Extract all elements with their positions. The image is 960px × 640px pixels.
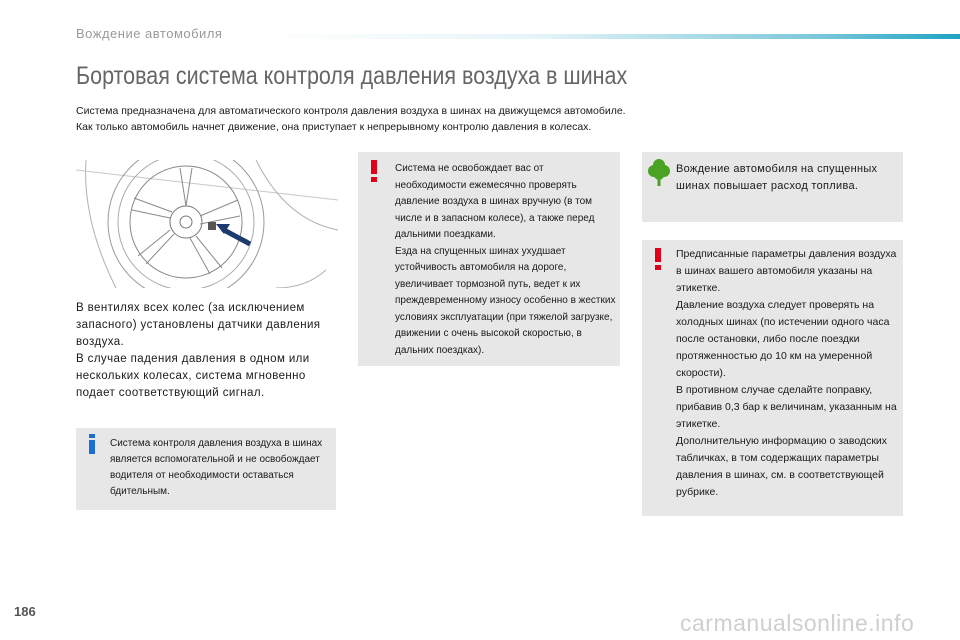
header-accent-bar <box>260 34 960 39</box>
eco-tree-icon <box>648 158 670 186</box>
intro-line-1: Система предназначена для автоматического контроля давления воздуха в шинах на движущемся автомобиле. <box>76 105 626 117</box>
warning-box-2 <box>642 240 903 516</box>
warning-1-paragraph-2: Езда на спущенных шинах ухудшает устойчивость автомобиля на дороге, увеличивает тормозной путь, ведет к их преждевременному износу особенно в жестких условиях эксплуатации (при тяжелой загрузке, движении с очень высокой скоростью, в дальних поездках). <box>395 245 616 356</box>
page-number: 186 <box>14 604 36 619</box>
section-header: Вождение автомобиля <box>76 26 223 41</box>
wheel-valve-illustration <box>76 160 338 288</box>
info-icon <box>87 434 97 454</box>
body-paragraph-2: В случае падения давления в одном или нескольких колесах, система мгновенно подает соответствующий сигнал. <box>76 353 310 399</box>
warning-2-paragraph-1: Предписанные параметры давления воздуха в шинах вашего автомобиля указаны на этикетке. <box>676 248 897 294</box>
warning-box-1-text <box>395 161 617 359</box>
warning-box-1 <box>358 152 620 366</box>
warning-1-paragraph-1: Система не освобождает вас от необходимости ежемесячно проверять давление воздуха в шинах вручную (в том числе и в запасном колесе), а также перед дальними поездками. <box>395 163 595 240</box>
info-note-text: Система контроля давления воздуха в шинах является вспомогательной и не освобождает водителя от необходимости оставаться бдительным. <box>110 438 323 497</box>
eco-note-text: Вождение автомобиля на спущенных шинах повышает расход топлива. <box>676 163 878 192</box>
eco-note-box <box>642 152 903 222</box>
warning-icon <box>370 160 378 182</box>
warning-2-paragraph-4: Дополнительную информацию о заводских табличках, в том содержащих параметры давления в шинах, см. в соответствующей рубрике. <box>676 435 888 498</box>
body-paragraph-1: В вентилях всех колес (за исключением запасного) установлены датчики давления воздуха. <box>76 302 321 348</box>
info-note-box <box>76 428 336 510</box>
warning-box-2-text <box>676 246 898 501</box>
warning-2-paragraph-2: Давление воздуха следует проверять на холодных шинах (по истечении одного часа после остановки, либо после поездки протяженностью до 10 км на умеренной скорости). <box>676 299 890 379</box>
intro-text <box>76 103 636 135</box>
warning-icon <box>654 248 662 270</box>
warning-2-paragraph-3: В противном случае сделайте поправку, прибавив 0,3 бар к величинам, указанным на этикетке. <box>676 384 897 430</box>
body-text <box>76 300 338 402</box>
intro-line-2: Как только автомобиль начнет движение, она приступает к непрерывному контролю давления в колесах. <box>76 121 592 133</box>
watermark: carmanualsonline.info <box>680 610 915 636</box>
page-title: Бортовая система контроля давления воздуха в шинах <box>76 62 628 90</box>
